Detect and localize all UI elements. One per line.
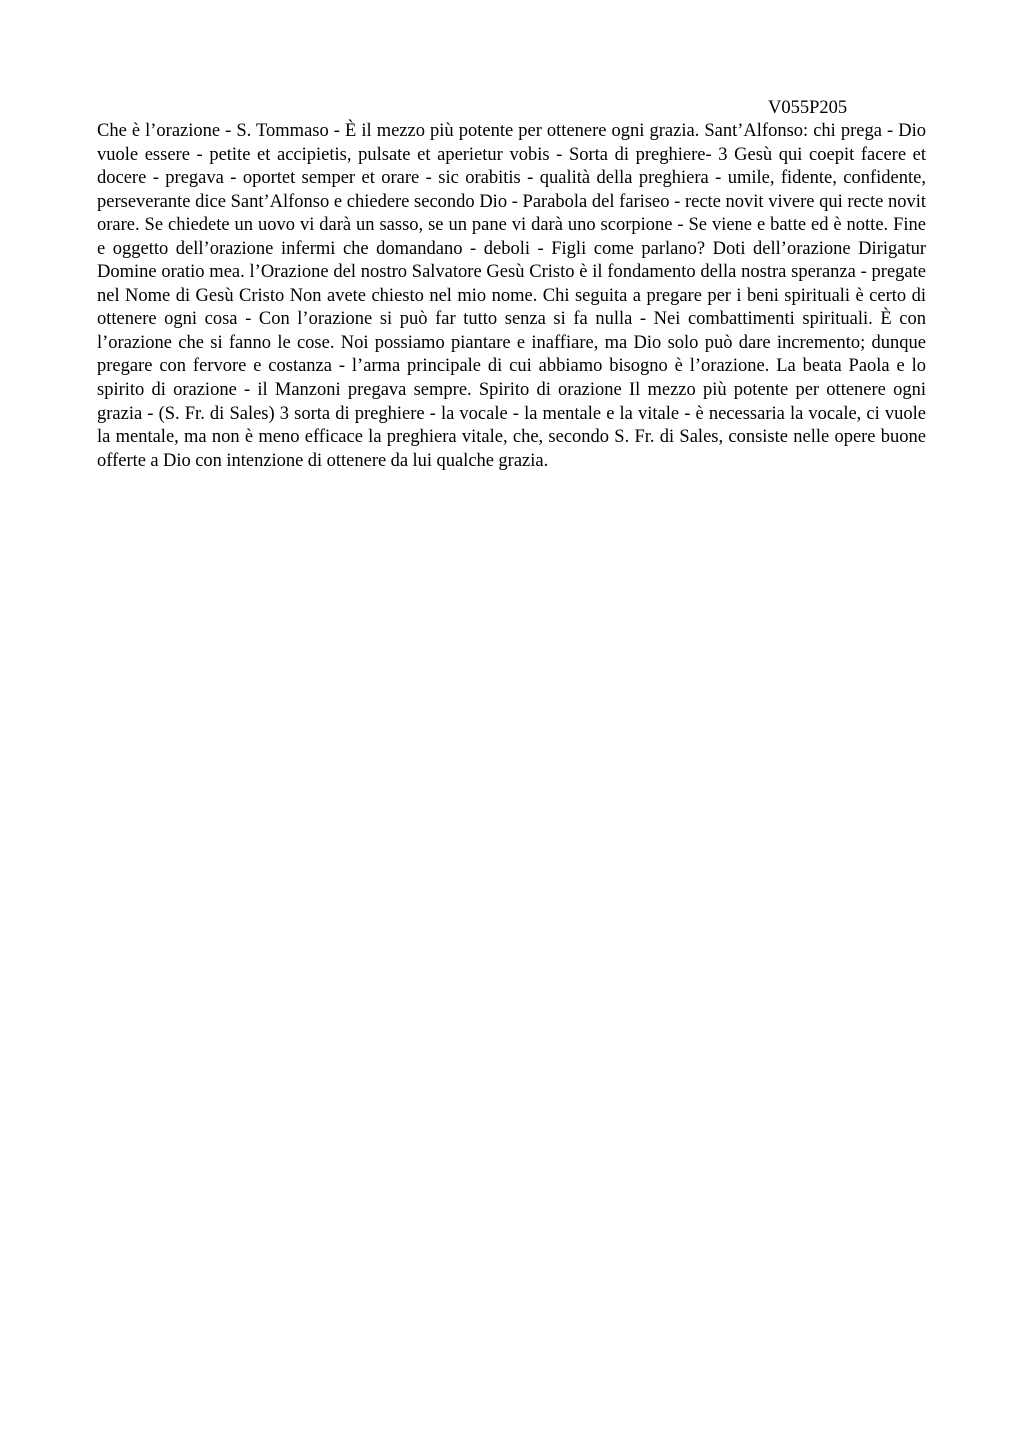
page-identifier: V055P205 [768,98,848,118]
body-paragraph: Che è l’orazione - S. Tommaso - È il mezzo più potente per ottenere ogni grazia. Sant’Alfonso: chi prega - Dio vuole essere - petite et accipietis, pulsate et aperietur vobis - Sorta di preghiere- 3 Gesù qui coepit facere et docere - pregava - oportet semper et orare - sic orabitis - qualità della preghiera - umile, fidente, confidente, perseverante dice Sant’Alfonso e chiedere secondo Dio - Parabola del fariseo - recte novit vivere qui recte novit orare. Se chiedete un uovo vi darà un sasso, se un pane vi darà uno scorpione - Se viene e batte ed è notte. Fine e oggetto dell’orazione infermi che domandano - deboli - Figli come parlano? Doti dell’orazione Dirigatur Domine oratio mea. l’Orazione del nostro Salvatore Gesù Cristo è il fondamento della nostra speranza - pregate nel Nome di Gesù Cristo Non avete chiesto nel mio nome. Chi seguita a pregare per i beni spirituali è certo di ottenere ogni cosa - Con l’orazione si può far tutto senza si fa nulla - Nei combattimenti spirituali. È con l’orazione che si fanno le cose. Noi possiamo piantare e inaffiare, ma Dio solo può dare incremento; dunque pregare con fervore e costanza - l’arma principale di cui abbiamo bisogno è l’orazione. La beata Paola e lo spirito di orazione - il Manzoni pregava sempre. Spirito di orazione Il mezzo più potente per ottenere ogni grazia - (S. Fr. di Sales) 3 sorta di preghiere - la vocale - la mentale e la vitale - è necessaria la vocale, ci vuole la mentale, ma non è meno efficace la preghiera vitale, che, secondo S. Fr. di Sales, consiste nelle opere buone offerte a Dio con intenzione di ottenere da lui qualche grazia. [97,121,926,471]
